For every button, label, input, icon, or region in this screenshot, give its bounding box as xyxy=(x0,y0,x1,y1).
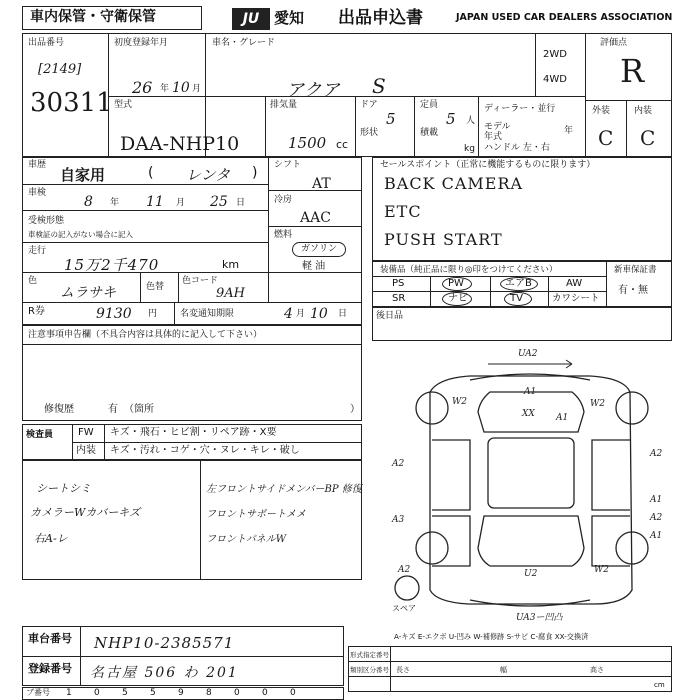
aircon-value: AAC xyxy=(300,210,331,226)
fuel-label: 燃料 xyxy=(274,230,293,240)
displacement-value: 1500 xyxy=(288,134,327,152)
remark-left-1: シートシミ xyxy=(36,482,91,495)
circle-navi xyxy=(442,292,472,306)
first-registration-month: 10 xyxy=(172,80,190,96)
width-label: 幅 xyxy=(500,666,507,674)
fuel-diesel: 軽 油 xyxy=(302,261,326,272)
type-designation-label: 形式指定番号 xyxy=(350,651,389,659)
model-year-label: モデル 年式 xyxy=(484,122,511,142)
equipment-airbag: エアB xyxy=(505,278,532,289)
notes-label: 注意事項申告欄（不具合内容は具体的に記入して下さい） xyxy=(28,330,263,340)
length-label: 長さ xyxy=(396,666,410,674)
name-change-month: 4 xyxy=(284,306,293,322)
spare-label: スペア xyxy=(392,604,416,613)
org-name-jp: 愛知 xyxy=(274,9,305,27)
sales-point-1: BACK CAMERA xyxy=(384,174,524,193)
form-title: 出品申込書 xyxy=(338,8,423,28)
car-name-value: アクア xyxy=(286,80,340,101)
usage-value: 自家用 xyxy=(60,166,106,184)
damage-legend: A-キズ E-エクボ U-凹み W-補修跡 S-サビ C-腐食 XX-交換済 xyxy=(394,632,589,641)
new-car-warranty-value: 有・無 xyxy=(618,285,648,296)
equipment-sr: SR xyxy=(392,293,406,304)
remark-right-1: 左フロントサイドメンバーBP 修復 xyxy=(206,484,362,495)
recycle-value: 9130 xyxy=(96,306,132,322)
sales-point-2: ETC xyxy=(384,202,422,221)
capacity-value: 5 xyxy=(446,110,456,128)
svg-text:W2: W2 xyxy=(590,399,605,409)
grade-point-value: R xyxy=(620,52,645,90)
circle-airbag xyxy=(500,277,538,291)
svg-text:A1: A1 xyxy=(650,531,663,541)
chassis-label: 車台番号 xyxy=(28,632,72,645)
aircon-label: 冷房 xyxy=(274,195,293,205)
lot-number: 30311 xyxy=(30,88,113,118)
repair-label: 修復歴 xyxy=(44,404,74,415)
org-name-en: JAPAN USED CAR DEALERS ASSOCIATION xyxy=(456,12,673,23)
rear-seat-label: 後日品 xyxy=(376,311,404,321)
color-change-label: 色替 xyxy=(146,282,165,292)
sales-point-3: PUSH START xyxy=(384,230,503,249)
svg-text:A2: A2 xyxy=(650,449,663,459)
inspection-year: 8 xyxy=(84,194,93,210)
remark-right-2: フロントサポートメメ xyxy=(206,509,306,520)
interior-grade: C xyxy=(640,126,656,150)
rear-seat-box xyxy=(372,307,672,341)
dealer-label: ディーラー・並行 xyxy=(484,104,556,114)
svg-text:W2: W2 xyxy=(594,565,609,575)
remark-left-3: 右A-レ xyxy=(34,532,68,545)
equipment-tv: TV xyxy=(510,293,523,304)
registration-value: 名古屋 506 わ 201 xyxy=(90,665,239,681)
name-change-day: 10 xyxy=(310,306,328,322)
fuel-gasoline-circled: ガソリン xyxy=(292,242,346,257)
usage-note: レンタ xyxy=(186,166,231,184)
chassis-value: NHP10-2385571 xyxy=(94,634,235,652)
repair-value: 有 xyxy=(108,404,118,415)
inspector-label: 検査員 xyxy=(26,430,54,440)
remark-right-3: フロントパネルW xyxy=(206,534,287,545)
recycle-label: R券 xyxy=(28,306,45,317)
shape-label: 形状 xyxy=(360,128,379,138)
model-value: DAA-NHP10 xyxy=(120,133,240,155)
inspection-day: 25 xyxy=(210,194,228,210)
first-registration-label: 初度登録年月 xyxy=(114,38,169,48)
svg-text:XX: XX xyxy=(522,409,535,419)
shift-label: シフト xyxy=(274,160,302,170)
svg-text:A1: A1 xyxy=(524,387,537,397)
svg-text:A2: A2 xyxy=(398,565,411,575)
storage-note: 車内保管・守衛保管 xyxy=(30,9,156,25)
drive-2wd: 2WD xyxy=(543,49,567,60)
mark-ua2: UA2 xyxy=(518,349,538,359)
form-note: 車検証の記入がない場合に記入 xyxy=(28,230,133,239)
svg-text:A2: A2 xyxy=(392,459,405,469)
footer-row-label: ブ番号 xyxy=(26,688,50,697)
interior-label: 内装 xyxy=(634,106,653,116)
equipment-ps: PS xyxy=(392,278,405,289)
svg-text:W2: W2 xyxy=(452,397,467,407)
lot-label: 出品番号 xyxy=(28,38,65,48)
car-name-label: 車名・グレード xyxy=(212,38,276,48)
equipment-label: 装備品（純正品に限り◎印をつけてください） xyxy=(380,265,558,275)
sales-points-label: セールスポイント（正常に機能するものに限ります） xyxy=(380,160,596,170)
capacity-label: 定員 xyxy=(420,100,439,110)
lot-sub-number: [2149] xyxy=(38,62,82,77)
first-registration-year: 26 xyxy=(132,78,153,97)
new-car-warranty-label: 新車保証書 xyxy=(614,265,657,275)
name-change-label: 名変通知期限 xyxy=(180,309,235,319)
height-label: 高さ xyxy=(590,666,604,674)
svg-text:A1: A1 xyxy=(650,495,663,505)
color-code-value: 9AH xyxy=(216,286,245,301)
doors-value: 5 xyxy=(386,110,396,128)
exterior-grade: C xyxy=(598,126,614,150)
color-value: ムラサキ xyxy=(60,285,116,301)
color-label: 色 xyxy=(28,276,38,286)
mileage-label: 走行 xyxy=(28,246,47,256)
class-number-label: 類別区分番号 xyxy=(350,666,389,674)
form-label: 受検形態 xyxy=(28,216,65,226)
svg-text:A1: A1 xyxy=(556,413,569,423)
dimension-unit: cm xyxy=(654,681,665,689)
load-label: 積載 xyxy=(420,128,439,138)
model-label: 型式 xyxy=(114,100,133,110)
inspection-month: 11 xyxy=(146,194,164,210)
remarks-box xyxy=(22,460,362,580)
svg-text:UA3ー凹凸: UA3ー凹凸 xyxy=(516,613,563,623)
shift-value: AT xyxy=(312,176,331,192)
remark-left-2: カメラーWカバーキズ xyxy=(30,506,141,519)
ju-logo: JU xyxy=(232,8,270,30)
exterior-label: 外装 xyxy=(592,106,611,116)
svg-text:A2: A2 xyxy=(650,513,663,523)
handle-label: ハンドル 左・右 xyxy=(484,143,550,153)
drive-4wd: 4WD xyxy=(543,74,567,85)
repair-detail: （箇所 xyxy=(124,404,154,415)
displacement-label: 排気量 xyxy=(270,100,298,110)
car-grade-value: S xyxy=(372,74,386,98)
circle-pw xyxy=(442,277,472,291)
doors-label: ドア xyxy=(360,100,378,110)
inspection-label: 車検 xyxy=(28,188,47,198)
color-code-label: 色コード xyxy=(182,276,219,286)
registration-label: 登録番号 xyxy=(28,662,72,675)
equipment-pw: PW xyxy=(448,278,464,289)
usage-label: 車歴 xyxy=(28,160,47,170)
equipment-leather-seat: カワシート xyxy=(552,293,600,304)
circle-tv xyxy=(504,292,532,306)
grade-point-label: 評価点 xyxy=(600,38,628,48)
svg-text:U2: U2 xyxy=(524,569,538,579)
mileage-value: 15万2千470 xyxy=(64,256,160,274)
equipment-navi: ナビ xyxy=(448,293,468,304)
svg-text:A3: A3 xyxy=(392,515,405,525)
equipment-aw: AW xyxy=(566,278,583,289)
